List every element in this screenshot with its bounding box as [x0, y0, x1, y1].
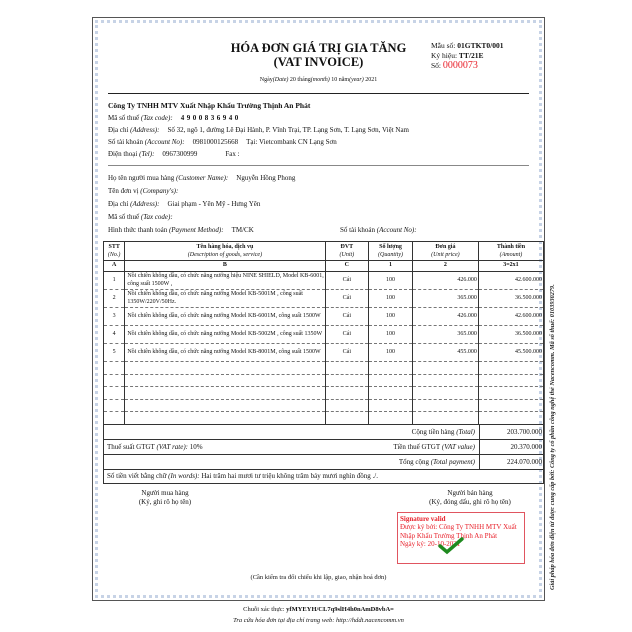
buyer-info: Họ tên người mua hàng (Customer Name): Nguyễn Hồng Phong Tên đơn vị (Company's): Địa chỉ (Address): Giai phạm - Yên Mỹ - Hưng Yên Mã số thuế (Tax code): Hình thức thanh toán (Payment Method): TM/CK Số tài khoản (Account No):: [108, 174, 417, 234]
form-number: 01GTKT0/001: [457, 41, 504, 50]
seller-tax-code: 4900836940: [180, 114, 241, 122]
table-header-row: [104, 242, 544, 261]
table-row-empty: [104, 362, 544, 375]
verification-note: (Cần kiểm tra đối chiếu khi lập, giao, nhận hoá đơn): [250, 574, 387, 581]
vat-row: Thuế suất GTGT (VAT rate): 10% Tiền thuế GTGT (VAT value) 20.370.000: [103, 440, 544, 455]
invoice-date: Ngày(Date) 20 tháng(month) 10 năm(year) 2021: [259, 77, 378, 83]
signature-area: [102, 484, 535, 568]
table-row-empty: [104, 399, 544, 412]
seller-signature: Người bán hàng (Ký, đóng dấu, ghi rõ họ tên): [429, 488, 511, 506]
totals-section: [103, 425, 544, 484]
table-row: 5 Nồi chiên không dầu, có chức năng nướng Model KB-8001M, công suất 1500W Cái 100 455.000 45.500.000: [104, 344, 544, 362]
seller-fax: Fax :: [225, 150, 240, 158]
signature-date: Ngày ký: 20-10-2021: [400, 540, 461, 548]
subtotal-row: Cộng tiền hàng (Total) 203.700.000: [103, 425, 544, 440]
table-row-empty: [104, 374, 544, 387]
signature-status: Signature valid: [400, 514, 446, 523]
buyer-name: Nguyễn Hồng Phong: [236, 174, 296, 182]
amount-in-words: Số tiền viết bằng chữ (In words): Hai trăm hai mươi tư triệu không trăm bảy mươi nghìn đồng ./.: [103, 470, 544, 484]
col-header-unit: ĐVT (Unit): [325, 242, 369, 261]
checkmark-icon: [438, 537, 464, 555]
table-row-empty: [104, 387, 544, 400]
signature-signer: Được ký bởi: Công Ty TNHH MTV Xuất Nhập Khẩu Trường Thịnh An Phát: [400, 523, 517, 540]
invoice-subtitle: (VAT INVOICE): [273, 55, 364, 69]
seller-bank: Tại: Vietcombank CN Lạng Sơn: [246, 138, 337, 146]
table-row: 3 Nồi chiên không dầu, có chức năng nướng Model KB-6001M, công suất 1500W Cái 100 426.000 42.600.000: [104, 308, 544, 326]
provider-info: Giải pháp hóa đơn điện tử được cung cấp bởi: Công ty cổ phần công nghệ thẻ Nacencomm. Mã số thuế: 0103930279.: [549, 284, 556, 590]
invoice-symbol: TT/21E: [458, 51, 484, 60]
invoice-page: [92, 17, 545, 601]
total-row: Tổng cộng (Total payment) 224.070.000: [103, 455, 544, 470]
table-row: 1 Nồi chiên không dầu, có chức năng nướng hiệu NINE SHIELD, Model KB-6001, công suất 1500W , Cái 100 426.000 42.600.000: [104, 272, 544, 290]
invoice-title: HÓA ĐƠN GIÁ TRỊ GIA TĂNG: [230, 41, 407, 55]
buyer-payment-method: TM/CK: [231, 226, 254, 234]
invoice-header: [102, 27, 535, 93]
lookup-link[interactable]: Tra cứu hóa đơn tại địa chỉ trang web: http://hddt.nacencomm.vn: [233, 617, 404, 624]
table-row: 2 Nồi chiên không dầu, có chức năng nướng Model KB-5001M , công suất 1350W/220V/50Hz. Cái 100 365.000 36.500.000: [104, 290, 544, 308]
col-header-no: STT (No.): [104, 242, 125, 261]
invoice-meta: Mẫu số: 01GTKT0/001 Ký hiệu: TT/21E Số: 0000073: [431, 41, 504, 71]
items-table: [103, 241, 544, 425]
invoice-number: 0000073: [442, 60, 478, 71]
col-header-amount: Thành tiền (Amount): [478, 242, 543, 261]
table-row-empty: [104, 412, 544, 425]
seller-info: Công Ty TNHH MTV Xuất Nhập Khẩu Trường Thịnh An Phát Mã số thuế (Tax code): 4900836940 Địa chỉ (Address): Số 32, ngõ 1, đường Lê Đại Hành, P. Vĩnh Trại, TP. Lạng Sơn, T. Lạng Sơn, Việt Nam Số tài khoản (Account No): 0981000125668 Tại: Vietcombank CN Lạng Sơn Điện thoại (Tel): 0967300999 Fax :: [102, 94, 535, 165]
seller-tel: 0967300999: [162, 150, 198, 158]
table-row: 4 Nồi chiên không dầu, có chức năng nướng Model KB-5002M , công suất 1350W Cái 100 365.000 36.500.000: [104, 326, 544, 344]
seller-address: Số 32, ngõ 1, đường Lê Đại Hành, P. Vĩnh Trại, TP. Lạng Sơn, T. Lạng Sơn, Việt Nam: [167, 126, 409, 134]
subtotal-amount: 203.700.000: [479, 425, 543, 439]
col-header-quantity: Số lượng (Quantity): [369, 242, 413, 261]
auth-code: yfMYEYH/CL7q9slH4h0nAmD8vbA=: [286, 606, 394, 613]
buyer-address: Giai phạm - Yên Mỹ - Hưng Yên: [167, 200, 261, 208]
buyer-signature: Người mua hàng (Ký, ghi rõ họ tên): [138, 488, 192, 506]
total-amount: 224.070.000: [479, 455, 543, 469]
seller-company: Công Ty TNHH MTV Xuất Nhập Khẩu Trường Thịnh An Phát: [108, 101, 311, 110]
col-header-unit-price: Đơn giá (Unit price): [412, 242, 478, 261]
col-header-description: Tên hàng hóa, dịch vụ (Description of goods, service): [125, 242, 325, 261]
seller-account: 0981000125668: [192, 138, 239, 146]
auth-string: Chuỗi xác thực: yfMYEYH/CL7q9slH4h0nAmD8vbA=: [243, 606, 394, 613]
table-letter-row: A B C 1 2 3=2x1: [104, 261, 544, 272]
vat-rate: 10%: [189, 442, 203, 451]
vat-amount: 20.370.000: [479, 440, 543, 454]
digital-signature-box[interactable]: [397, 512, 525, 564]
